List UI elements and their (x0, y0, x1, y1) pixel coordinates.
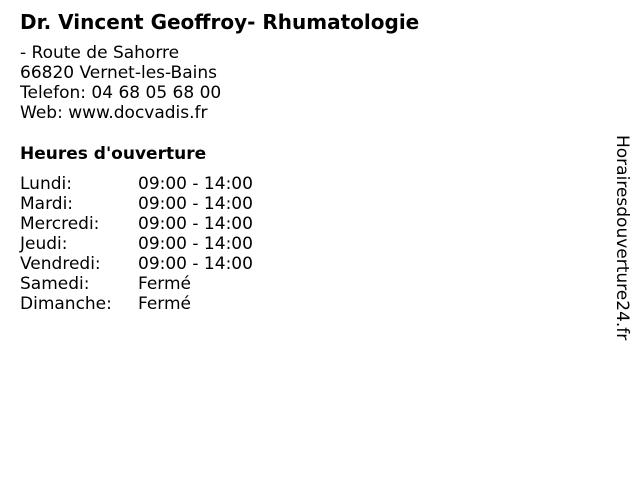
hours-row-saturday (20, 274, 253, 294)
day-label: Samedi: (20, 274, 90, 294)
day-label: Mercredi: (20, 214, 100, 234)
day-label: Mardi: (20, 194, 74, 214)
day-hours: 09:00 - 14:00 (138, 234, 253, 254)
day-label: Jeudi: (20, 234, 68, 254)
day-label: Dimanche: (20, 294, 112, 314)
city-postal: 66820 Vernet-les-Bains (20, 63, 217, 83)
hours-table (20, 174, 253, 314)
hours-row-sunday (20, 294, 253, 314)
hours-row-friday (20, 254, 253, 274)
hours-heading: Heures d'ouverture (20, 144, 207, 164)
day-hours: Fermé (138, 294, 192, 314)
day-label: Vendredi: (20, 254, 101, 274)
day-hours: Fermé (138, 274, 192, 294)
hours-row-monday (20, 174, 253, 194)
street-address: - Route de Sahorre (20, 43, 180, 63)
hours-row-thursday (20, 234, 253, 254)
day-hours: 09:00 - 14:00 (138, 174, 253, 194)
hours-row-wednesday (20, 214, 253, 234)
day-hours: 09:00 - 14:00 (138, 194, 253, 214)
day-hours: 09:00 - 14:00 (138, 254, 253, 274)
practice-name: Dr. Vincent Geoffroy- Rhumatologie (20, 10, 420, 34)
phone-number: Telefon: 04 68 05 68 00 (20, 83, 222, 103)
site-brand-vertical: Horairesdouverture24.fr (612, 135, 632, 341)
day-hours: 09:00 - 14:00 (138, 214, 253, 234)
hours-row-tuesday (20, 194, 253, 214)
contact-block (20, 43, 221, 123)
day-label: Lundi: (20, 174, 72, 194)
website: Web: www.docvadis.fr (20, 103, 208, 123)
